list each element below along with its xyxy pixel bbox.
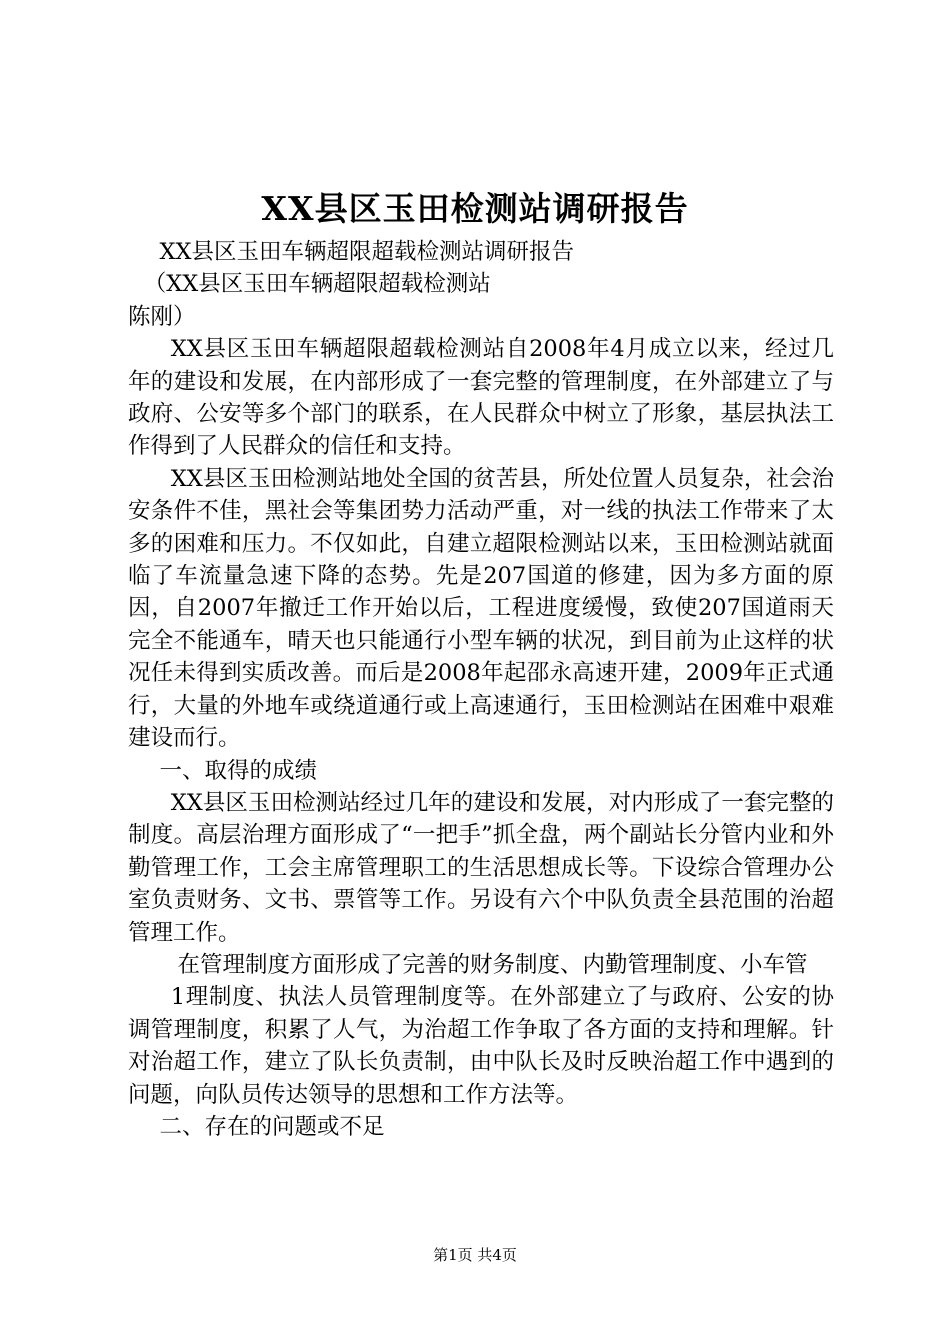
paragraph: XX县区玉田检测站地处全国的贫苦县，所处位置人员复杂，社会治安条件不佳，黑社会等集团势力活动严重，对一线的执法工作带来了太多的困难和压力。不仅如此，自建立超限检测站以来，玉田检测站就面临了车流量急速下降的态势。先是207国道的修建，因为多方面的原因，自2007年撤迁工作开始以后，工程进度缓慢，致使207国道雨天完全不能通车，晴天也只能通行小型车辆的状况，到目前为止这样的状况任未得到实质改善。而后是2008年起邵永高速开建，2009年正式通行，大量的外地车或绕道通行或上高速通行，玉田检测站在困难中艰难建设而行。: [128, 465, 834, 752]
subtitle: XX县区玉田车辆超限超载检测站调研报告: [159, 239, 575, 265]
paragraph: XX县区玉田检测站经过几年的建设和发展，对内形成了一套完整的制度。高层治理方面形成了“一把手”抓全盘，两个副站长分管内业和外勤管理工作，工会主席管理职工的生活思想成长等。下设综合管理办公室负责财务、文书、票管等工作。另设有六个中队负责全县范围的治超管理工作。: [128, 789, 834, 946]
page-footer: 第1页 共4页: [433, 1246, 517, 1264]
section-heading: 一、取得的成绩: [159, 757, 318, 784]
author-name: 陈刚）: [128, 303, 196, 330]
document-title: XX县区玉田检测站调研报告: [261, 189, 689, 228]
author-line: （XX县区玉田车辆超限超载检测站: [143, 271, 491, 298]
document-body: [128, 236, 834, 1143]
section-heading: 二、存在的问题或不足: [159, 1113, 385, 1140]
paragraph: 在管理制度方面形成了完善的财务制度、内勤管理制度、小车管: [177, 951, 808, 978]
paragraph: XX县区玉田车辆超限超载检测站自2008年4月成立以来，经过几年的建设和发展，在内部形成了一套完整的管理制度，在外部建立了与政府、公安等多个部门的联系，在人民群众中树立了形象，基层执法工作得到了人民群众的信任和支持。: [128, 336, 834, 460]
paragraph: 1理制度、执法人员管理制度等。在外部建立了与政府、公安的协调管理制度，积累了人气，为治超工作争取了各方面的支持和理解。针对治超工作，建立了队长负责制，由中队长及时反映治超工作中遇到的问题，向队员传达领导的思想和工作方法等。: [128, 984, 834, 1108]
